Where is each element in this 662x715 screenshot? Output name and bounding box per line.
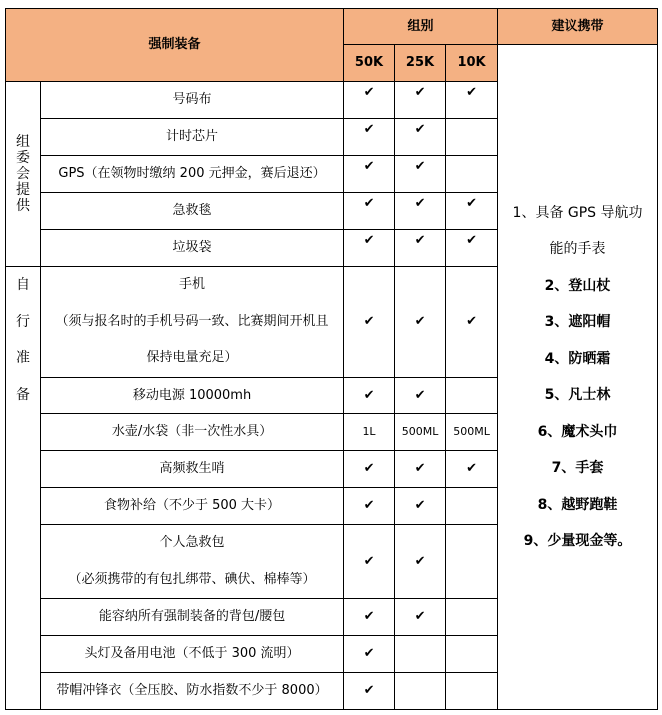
header-mandatory: 强制装备 (6, 9, 344, 82)
cell-25k: ✔ (395, 267, 446, 378)
header-10k: 10K (446, 45, 498, 82)
cell-10k: ✔ (446, 82, 498, 119)
suggestion-item: 3、遮阳帽 (544, 314, 611, 330)
suggestion-item: 9、少量现金等。 (523, 533, 632, 549)
cell-25k (395, 636, 446, 673)
cell-50k: ✔ (344, 119, 395, 156)
item-text-line: 急救毯 (172, 203, 212, 218)
suggestion-item: 2、登山杖 (544, 277, 611, 294)
suggestion-item: 5、凡士林 (544, 387, 611, 403)
section-organizer-provided (6, 82, 41, 267)
item-text-line: GPS（在领物时缴纳 200 元押金，赛后退还） (58, 166, 326, 181)
cell-10k (446, 525, 498, 599)
section-label-char: 供 (16, 198, 30, 214)
cell-10k: ✔ (446, 451, 498, 488)
cell-50k: ✔ (344, 230, 395, 267)
section-label-char: 会 (16, 166, 30, 182)
suggestion-item: 7、手套 (551, 460, 604, 476)
item-name (41, 193, 344, 230)
section-label-char: 行 (16, 313, 30, 330)
cell-10k (446, 378, 498, 414)
section-label-char: 准 (16, 350, 30, 366)
item-text-line: 手机 (179, 277, 206, 293)
cell-10k (446, 488, 498, 525)
item-name (41, 378, 344, 414)
item-name (41, 451, 344, 488)
item-text-line: 水壶/水袋（非一次性水具） (111, 424, 273, 439)
cell-10k: ✔ (446, 193, 498, 230)
cell-50k: ✔ (344, 193, 395, 230)
cell-25k: ✔ (395, 378, 446, 414)
item-name (41, 267, 344, 378)
section-label-char: 备 (16, 386, 30, 403)
cell-25k: ✔ (395, 193, 446, 230)
cell-10k (446, 673, 498, 710)
item-name (41, 673, 344, 710)
equipment-table (5, 8, 658, 710)
item-name (41, 525, 344, 599)
item-text-line: 垃圾袋 (172, 240, 212, 255)
item-text-line: 能容纳所有强制装备的背包/腰包 (98, 609, 286, 624)
header-50k: 50K (344, 45, 395, 82)
cell-50k: 1L (344, 414, 395, 451)
cell-10k: ✔ (446, 230, 498, 267)
suggestion-list (498, 45, 658, 710)
cell-10k (446, 119, 498, 156)
cell-50k: ✔ (344, 451, 395, 488)
cell-25k: ✔ (395, 525, 446, 599)
header-25k: 25K (395, 45, 446, 82)
header-group: 组别 (344, 9, 498, 45)
cell-50k: ✔ (344, 525, 395, 599)
item-text-line: 高频救生哨 (159, 461, 225, 476)
section-label-char: 提 (16, 182, 30, 198)
cell-25k: ✔ (395, 488, 446, 525)
cell-50k: ✔ (344, 267, 395, 378)
cell-50k: ✔ (344, 599, 395, 636)
suggestion-item: 6、魔术头巾 (537, 423, 618, 440)
cell-50k: ✔ (344, 82, 395, 119)
cell-25k: ✔ (395, 599, 446, 636)
cell-50k: ✔ (344, 673, 395, 710)
section-self-prepared (6, 267, 41, 710)
item-name (41, 119, 344, 156)
cell-25k: ✔ (395, 230, 446, 267)
item-name (41, 488, 344, 525)
item-text-line: 移动电源 10000mh (132, 387, 252, 403)
item-text-line: 号码布 (172, 92, 212, 107)
item-name (41, 230, 344, 267)
item-text-line: 个人急救包 (159, 535, 225, 550)
section-label-char: 委 (16, 150, 30, 166)
item-name (41, 414, 344, 451)
cell-50k: ✔ (344, 156, 395, 193)
item-text-line: 保持电量充足） (146, 350, 238, 366)
cell-50k: ✔ (344, 488, 395, 525)
item-name (41, 599, 344, 636)
item-name (41, 156, 344, 193)
cell-50k: ✔ (344, 378, 395, 414)
cell-25k: ✔ (395, 156, 446, 193)
cell-25k: ✔ (395, 119, 446, 156)
cell-25k (395, 673, 446, 710)
section-label-char: 自 (16, 277, 30, 293)
item-text-line: 计时芯片 (166, 129, 219, 144)
cell-25k: ✔ (395, 82, 446, 119)
item-name (41, 82, 344, 119)
header-suggest: 建议携带 (498, 9, 658, 45)
item-text-line: 食物补给（不少于 500 大卡） (103, 498, 281, 513)
cell-10k: ✔ (446, 267, 498, 378)
cell-10k (446, 156, 498, 193)
cell-25k: 500ML (395, 414, 446, 451)
section-label-char: 组 (16, 134, 30, 150)
item-text-line: （须与报名时的手机号码一致、比赛期间开机且 (55, 313, 329, 329)
item-name (41, 636, 344, 673)
suggestion-item: 4、防晒霜 (544, 350, 611, 367)
item-text-line: 头灯及备用电池（不低于 300 流明） (84, 646, 300, 661)
cell-10k (446, 636, 498, 673)
cell-10k: 500ML (446, 414, 498, 451)
cell-50k: ✔ (344, 636, 395, 673)
item-text-line: （必须携带的有包扎绑带、碘伏、棉棒等） (68, 571, 316, 587)
suggestion-item: 能的手表 (549, 241, 606, 257)
cell-25k: ✔ (395, 451, 446, 488)
cell-10k (446, 599, 498, 636)
item-text-line: 带帽冲锋衣（全压胶、防水指数不少于 8000） (56, 683, 328, 698)
suggestion-item: 8、越野跑鞋 (537, 496, 618, 513)
suggestion-item: 1、具备 GPS 导航功 (512, 204, 643, 221)
